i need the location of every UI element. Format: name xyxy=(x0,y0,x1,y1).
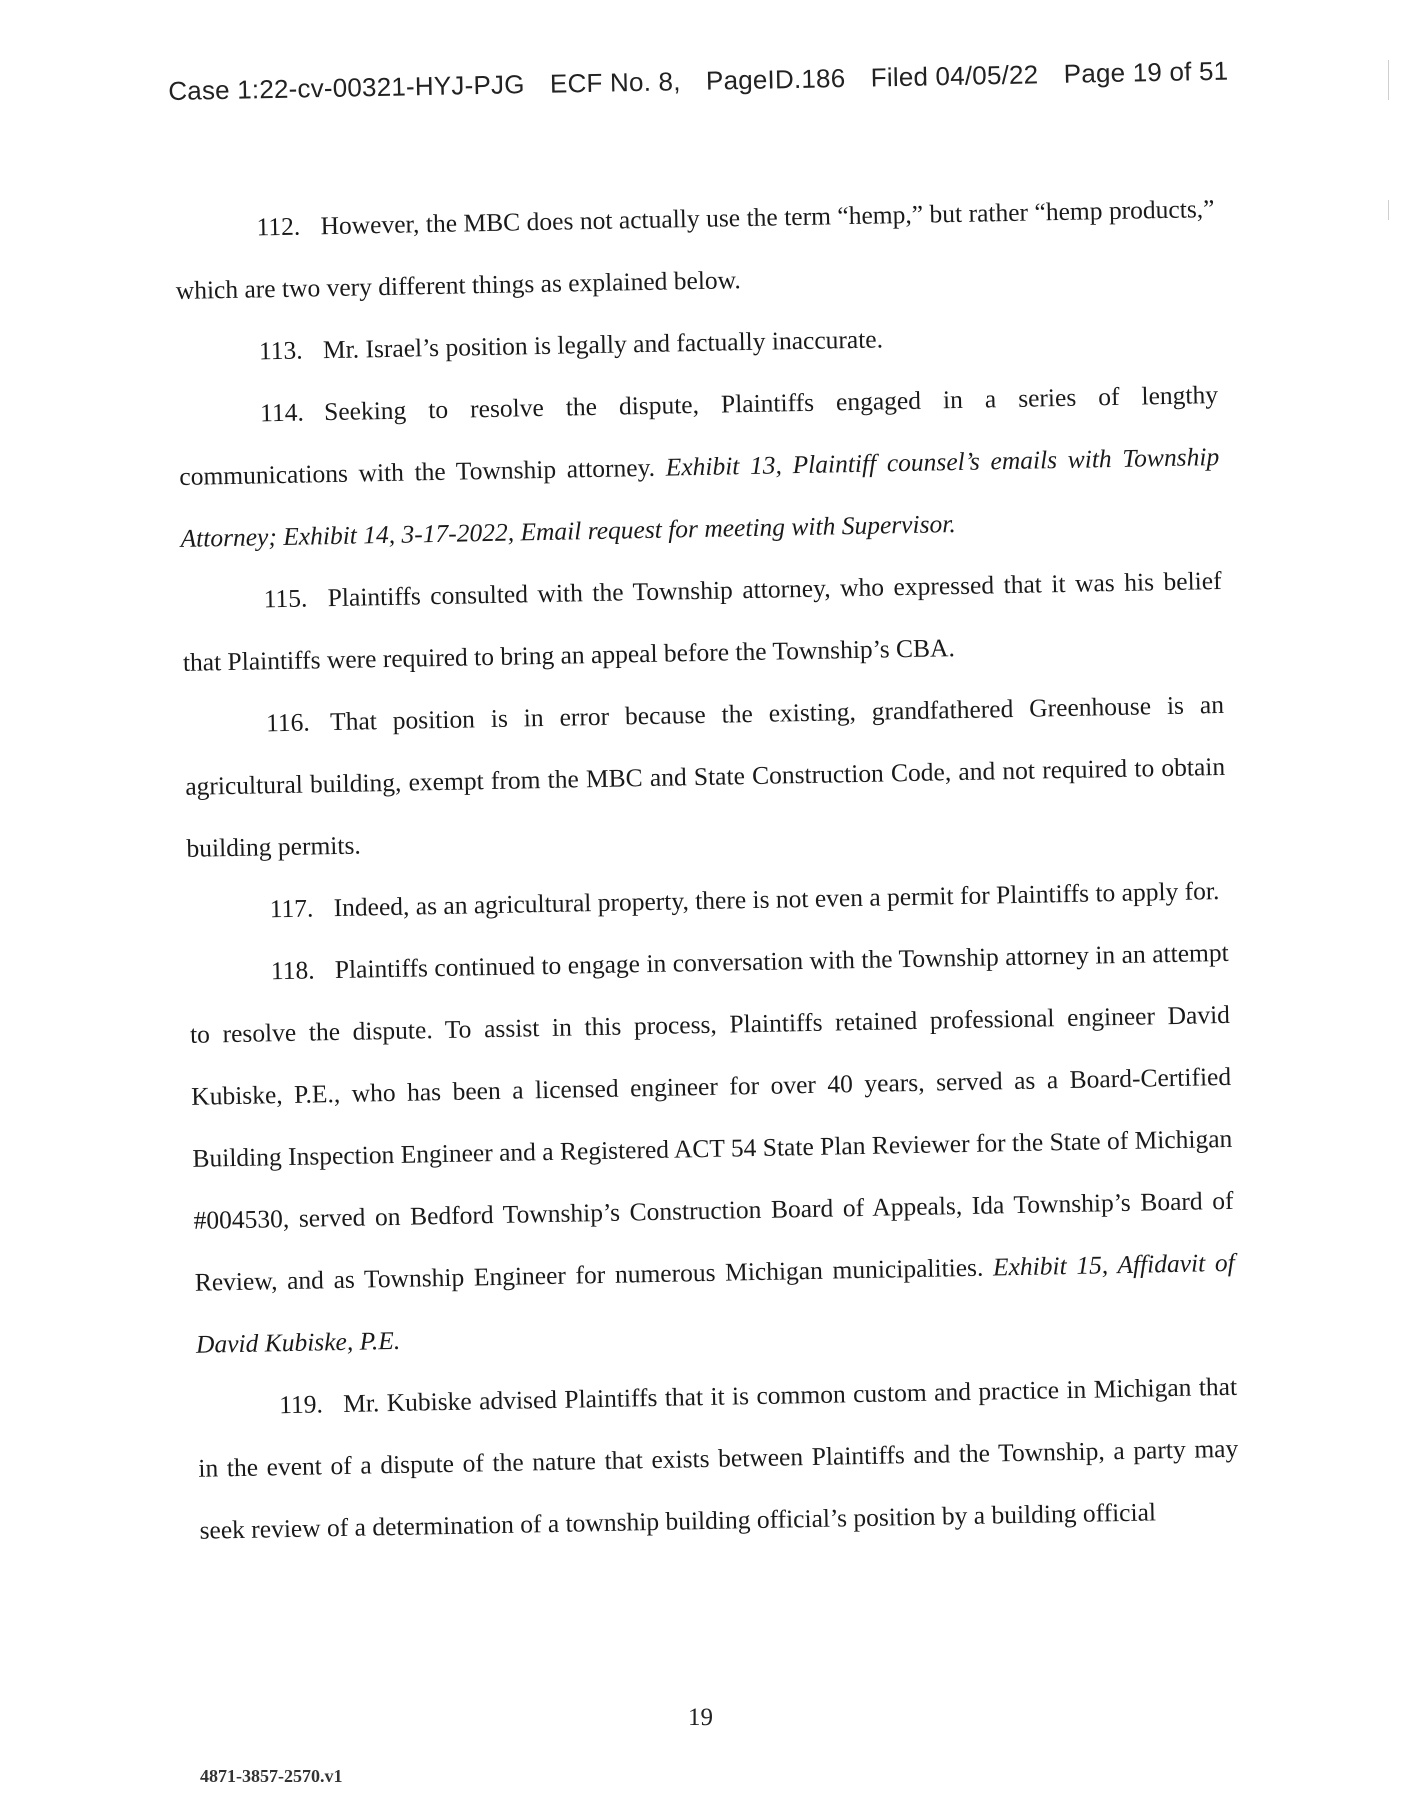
page-id: PageID.186 xyxy=(705,63,846,96)
page-of-total: Page 19 of 51 xyxy=(1063,55,1229,89)
filed-date: Filed 04/05/22 xyxy=(870,59,1039,93)
scan-edge-mark xyxy=(1388,60,1389,100)
paragraph-118 xyxy=(188,922,1236,1376)
paragraph-number: 119. xyxy=(278,1389,324,1420)
paragraph-number: 117. xyxy=(269,893,314,924)
paragraph-number: 118. xyxy=(270,955,315,986)
paragraph-text: That position is in error because the existing, grandfathered Greenhouse is an agricultural building, exempt from the MBC and State Construction Code, and not required to obtain building permits. xyxy=(185,689,1226,863)
paragraph-text: Indeed, as an agricultural property, there is not even a permit for Plaintiffs to apply for. xyxy=(333,876,1220,923)
paragraph-text: Seeking to resolve the dispute, Plaintiffs engaged in a series of lengthy communications with the Township attorney. xyxy=(179,379,1219,491)
paragraph-112 xyxy=(174,178,1216,322)
paragraph-114 xyxy=(178,364,1221,570)
paragraph-number: 116. xyxy=(265,707,311,738)
paragraph-text: Plaintiffs consulted with the Township attorney, who expressed that it was his belief that Plaintiffs were required to bring an appeal before the Township’s CBA. xyxy=(182,565,1222,677)
exhibit-citation: Exhibit 15, Affidavit of David Kubiske, P.E. xyxy=(195,1247,1235,1359)
paragraph-119 xyxy=(197,1356,1240,1562)
paragraph-text: Plaintiffs continued to engage in conversation with the Township attorney in an attempt to resolve the dispute. To assist in this process, Plaintiffs retained professional engineer David Kubiske, P.E., who has been a licensed engineer for over 40 years, served as a Board-Certified Building Inspection Engineer and a Registered ACT 54 State Plan Reviewer for the State of Michigan #004530, served on Bedford Township’s Construction Board of Appeals, Ida Township’s Board of Review, and as Township Engineer for numerous Michigan municipalities. xyxy=(189,937,1234,1297)
document-body xyxy=(174,178,1240,1562)
page-number: 19 xyxy=(688,1704,713,1731)
paragraph-116 xyxy=(184,674,1227,880)
paragraph-text: Mr. Kubiske advised Plaintiffs that it is common custom and practice in Michigan that in the event of a dispute of the nature that exists between Plaintiffs and the Township, a party may seek review of a determination of a township building official’s position by a building official xyxy=(198,1371,1239,1545)
ecf-number: ECF No. 8, xyxy=(549,66,681,99)
paragraph-number: 112. xyxy=(256,211,301,242)
exhibit-citation: Exhibit 13, Plaintiff counsel’s emails with Township Attorney; Exhibit 14, 3-17-2022, Email request for meeting with Supervisor. xyxy=(180,441,1220,553)
scan-edge-mark xyxy=(1388,200,1389,220)
document-id: 4871-3857-2570.v1 xyxy=(200,1766,343,1786)
case-number: Case 1:22-cv-00321-HYJ-PJG xyxy=(168,69,525,106)
paragraph-number: 115. xyxy=(263,583,308,614)
paragraph-text: Mr. Israel’s position is legally and factually inaccurate. xyxy=(322,324,884,365)
paragraph-number: 113. xyxy=(258,335,303,366)
paragraph-text: However, the MBC does not actually use the term “hemp,” but rather “hemp products,” which are two very different things as explained below. xyxy=(175,194,1215,305)
paragraph-115 xyxy=(181,550,1223,694)
paragraph-number: 114. xyxy=(259,397,305,428)
ecf-header xyxy=(168,56,1228,107)
